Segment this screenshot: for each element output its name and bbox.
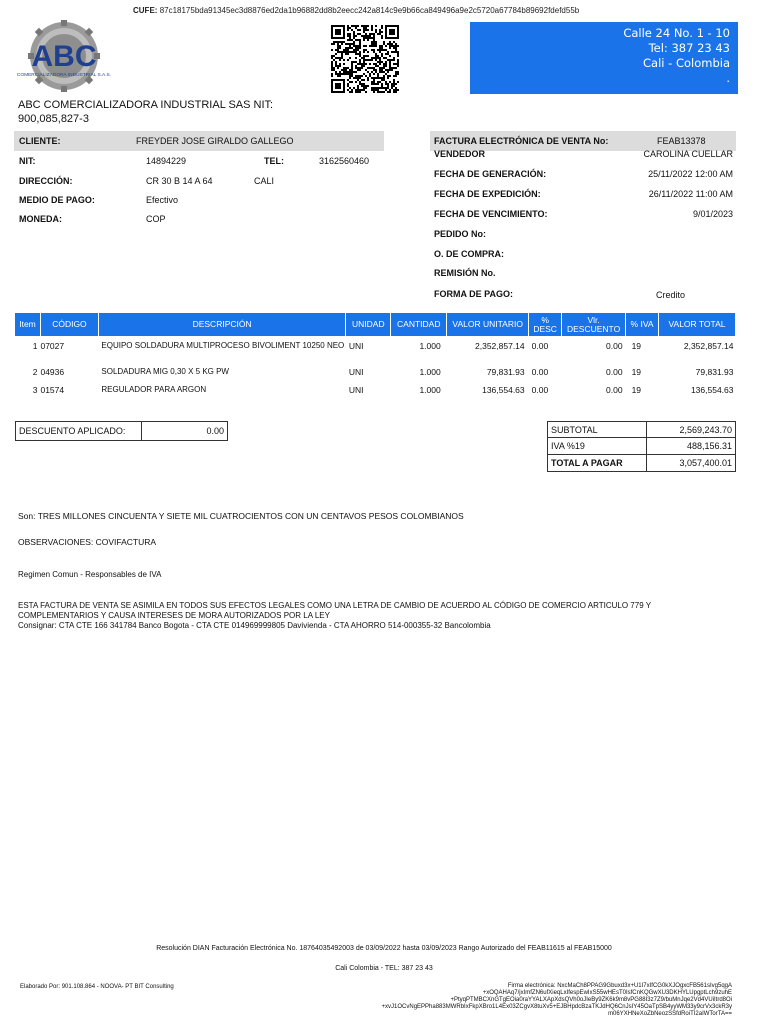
cufe-value: 87c18175bda91345ec3d8876ed2da1b96882dd8b2eecc242a814c9e9b66ca849496a9e2c5720a67784b89692fdefd55b bbox=[159, 6, 580, 15]
cell-total: 79,831.93 bbox=[695, 366, 734, 377]
contact-box bbox=[470, 22, 738, 94]
total-row bbox=[547, 455, 736, 472]
exp-value: 26/11/2022 11:00 AM bbox=[648, 189, 733, 199]
cell-desc: EQUIPO SOLDADURA MULTIPROCESO BIVOLIMENT 10250 NEO bbox=[101, 341, 345, 350]
col-item: Item bbox=[15, 313, 41, 337]
cell-cantidad: 1.000 bbox=[419, 366, 441, 377]
cell-unitario: 2,352,857.14 bbox=[475, 341, 525, 351]
forma-label: FORMA DE PAGO: bbox=[434, 289, 513, 299]
cell-codigo: 01574 bbox=[40, 384, 65, 395]
col-descripcion: DESCRIPCIÓN bbox=[98, 313, 345, 337]
legal-text bbox=[18, 601, 651, 631]
elaborado-por: Elaborado Por: 901.108.864 - NOOVA- PT BIT Consulting bbox=[20, 984, 174, 990]
svg-text:ABC: ABC bbox=[31, 40, 97, 73]
resolution-text: Resolución DIAN Facturación Electrónica No. 18764035492003 de 03/09/2022 hasta 03/09/2023 Rango Autorizado del FEAB11615 al FEAB15000 bbox=[156, 945, 612, 952]
cell-codigo: 07027 bbox=[40, 341, 65, 351]
totals-box bbox=[547, 421, 736, 472]
tel-label: TEL: bbox=[264, 156, 284, 166]
gen-value: 25/11/2022 12:00 AM bbox=[648, 169, 733, 179]
nit-value: 14894229 bbox=[146, 156, 187, 166]
cell-unitario: 79,831.93 bbox=[486, 366, 525, 377]
col-pct-iva: % IVA bbox=[626, 313, 659, 337]
cell-pdesc: 0.00 bbox=[531, 366, 549, 377]
cell-item: 3 bbox=[32, 384, 38, 395]
discount-value: 0.00 bbox=[206, 426, 224, 436]
moneda-value: COP bbox=[146, 214, 166, 224]
venc-value: 9/01/2023 bbox=[692, 209, 733, 219]
invoice-number: FEAB13378 bbox=[657, 136, 706, 146]
legal-line-1: ESTA FACTURA DE VENTA SE ASIMILA EN TODOS SUS EFECTOS LEGALES COMO UNA LETRA DE CAMBIO DE ACUERDO AL CÓDIGO DE COMERCIO ARTICULO 779 Y bbox=[18, 601, 652, 610]
company-name: ABC COMERCIALIZADORA INDUSTRIAL SAS NIT: bbox=[18, 99, 274, 111]
qr-code bbox=[331, 25, 399, 93]
forma-value: Credito bbox=[656, 290, 686, 300]
col-cantidad: CANTIDAD bbox=[391, 313, 447, 337]
contact-address: Calle 24 No. 1 - 10 bbox=[623, 26, 730, 40]
ciudad-value: CALI bbox=[254, 176, 275, 186]
gen-label: FECHA DE GENERACIÓN: bbox=[434, 169, 547, 179]
consignar-line: Consignar: CTA CTE 166 341784 Banco Bogota - CTA CTE 014969999805 Davivienda - CTA AHORRO 514-000355-32 Bancolombia bbox=[18, 621, 491, 630]
signature-line-3: +PtyqPTMBCXnGTgEOia0raYYALXApXdsQVh0oJIeBy9ZK6k9m8vPG88I3z7Z9/buMnJqe2Vd4VUiItrd8Oi bbox=[450, 997, 732, 1003]
subtotal-value: 2,569,243.70 bbox=[679, 425, 732, 435]
contact-city: Cali - Colombia bbox=[643, 56, 730, 70]
cell-iva: 19 bbox=[631, 341, 642, 351]
direccion-label: DIRECCIÓN: bbox=[19, 176, 73, 186]
exp-label: FECHA DE EXPEDICIÓN: bbox=[434, 189, 541, 199]
col-valor-unitario: VALOR UNITARIO bbox=[447, 313, 529, 337]
discount-label: DESCUENTO APLICADO: bbox=[16, 422, 142, 440]
items-table bbox=[14, 312, 736, 399]
regimen: Regimen Comun - Responsables de IVA bbox=[18, 570, 162, 579]
footer-city: Cali Colombia - TEL: 387 23 43 bbox=[335, 965, 433, 972]
vendedor-label: VENDEDOR bbox=[434, 149, 486, 159]
cell-total: 2,352,857.14 bbox=[683, 341, 734, 351]
legal-line-2: COMPLEMENTARIOS Y CAUSA INTERESES DE MORA AUTORIZADOS POR LA LEY bbox=[18, 611, 330, 620]
amount-in-words: Son: TRES MILLONES CINCUENTA Y SIETE MIL CUATROCIENTOS CON UN CENTAVOS PESOS COLOMBIANOS bbox=[18, 511, 464, 521]
col-codigo: CÓDIGO bbox=[40, 313, 98, 337]
nit-label: NIT: bbox=[19, 156, 36, 166]
iva-label: IVA %19 bbox=[548, 438, 647, 454]
contact-tel: Tel: 387 23 43 bbox=[648, 41, 730, 55]
total-value: 3,057,400.01 bbox=[679, 458, 732, 468]
company-nit: 900,085,827-3 bbox=[18, 113, 89, 125]
table-row bbox=[15, 337, 736, 363]
signature-line-4: +xvJ1OCvNgEPPha883MWRbIxFkpXBro1L4Ex03ZCgvX8tuXv5+EJBHpdcBzaTKJdHQ6CnJsIY45OaTpSB4yyWM33y9crVx3ckR3y bbox=[381, 1004, 732, 1010]
cufe-line bbox=[133, 6, 579, 15]
signature-line-2: +xOQAHAq7/jxImfZN6ufXieqLxIfespEwIxS55wHEsT0IsfCnKQGwXU3DKHYLUpgptLch9zuhE bbox=[482, 990, 732, 996]
cell-desc: SOLDADURA MIG 0,30 X 5 KG PW bbox=[101, 366, 229, 376]
cell-iva: 19 bbox=[631, 366, 642, 377]
cell-codigo: 04936 bbox=[40, 366, 65, 377]
cell-iva: 19 bbox=[631, 384, 642, 395]
cell-cantidad: 1.000 bbox=[419, 384, 441, 395]
cell-vdesc: 0.00 bbox=[606, 384, 623, 395]
signature-line-5: m06YXHNeXoZbNeozSSfdRoiTI2aIWTorTA== bbox=[608, 1011, 732, 1017]
col-pct-desc: % DESC bbox=[529, 313, 562, 337]
direccion-value: CR 30 B 14 A 64 bbox=[146, 176, 213, 186]
cell-total: 136,554.63 bbox=[690, 384, 734, 395]
contact-dot: . bbox=[726, 71, 730, 85]
observations: OBSERVACIONES: COVIFACTURA bbox=[18, 537, 157, 547]
cell-item: 1 bbox=[32, 341, 38, 351]
col-unidad: UNIDAD bbox=[346, 313, 391, 337]
medio-label: MEDIO DE PAGO: bbox=[19, 195, 95, 205]
moneda-label: MONEDA: bbox=[19, 214, 62, 224]
table-row bbox=[15, 381, 736, 399]
cell-pdesc: 0.00 bbox=[531, 384, 549, 395]
cliente-value: FREYDER JOSE GIRALDO GALLEGO bbox=[136, 136, 294, 146]
discount-box bbox=[15, 421, 228, 441]
total-label: TOTAL A PAGAR bbox=[548, 455, 647, 471]
medio-value: Efectivo bbox=[146, 195, 179, 205]
signature-line-1: Firma electrónica: NxcMaCh8PPAG9Gbuxd3x+U1I7xIfCG0kXJOgxcFB561sIvg5qgA bbox=[507, 983, 732, 989]
cell-unitario: 136,554.63 bbox=[482, 384, 525, 395]
cell-vdesc: 0.00 bbox=[606, 366, 623, 377]
cell-pdesc: 0.00 bbox=[531, 341, 549, 351]
electronic-signature bbox=[312, 983, 732, 1018]
compra-label: O. DE COMPRA: bbox=[434, 249, 505, 259]
cell-unidad: UNI bbox=[348, 341, 364, 351]
cufe-label: CUFE: bbox=[133, 6, 158, 15]
subtotal-label: SUBTOTAL bbox=[548, 422, 647, 437]
company-logo bbox=[12, 20, 122, 98]
table-header-row bbox=[15, 313, 736, 337]
svg-text:COMERCIALIZADORA INDUSTRIAL S.: COMERCIALIZADORA INDUSTRIAL S.A.S. bbox=[16, 73, 112, 78]
cell-desc: REGULADOR PARA ARGON bbox=[101, 384, 207, 394]
cell-unidad: UNI bbox=[348, 384, 364, 395]
col-valor-total: VALOR TOTAL bbox=[659, 313, 736, 337]
iva-row bbox=[547, 438, 736, 455]
vendedor-value: CAROLINA CUELLAR bbox=[643, 149, 733, 159]
company-info bbox=[18, 98, 318, 126]
tel-value: 3162560460 bbox=[319, 156, 370, 166]
iva-value: 488,156.31 bbox=[686, 441, 732, 451]
cell-item: 2 bbox=[32, 366, 38, 377]
col-vlr-descuento: Vlr. DESCUENTO bbox=[562, 313, 626, 337]
cell-vdesc: 0.00 bbox=[606, 341, 623, 351]
cliente-label: CLIENTE: bbox=[19, 136, 61, 146]
cell-unidad: UNI bbox=[348, 366, 364, 377]
table-row bbox=[15, 363, 736, 381]
pedido-label: PEDIDO No: bbox=[434, 229, 487, 239]
venc-label: FECHA DE VENCIMIENTO: bbox=[434, 209, 548, 219]
invoice-title: FACTURA ELECTRÓNICA DE VENTA No: bbox=[434, 136, 609, 146]
subtotal-row bbox=[547, 421, 736, 438]
remision-label: REMISIÓN No. bbox=[434, 268, 496, 278]
cell-cantidad: 1.000 bbox=[419, 341, 441, 351]
